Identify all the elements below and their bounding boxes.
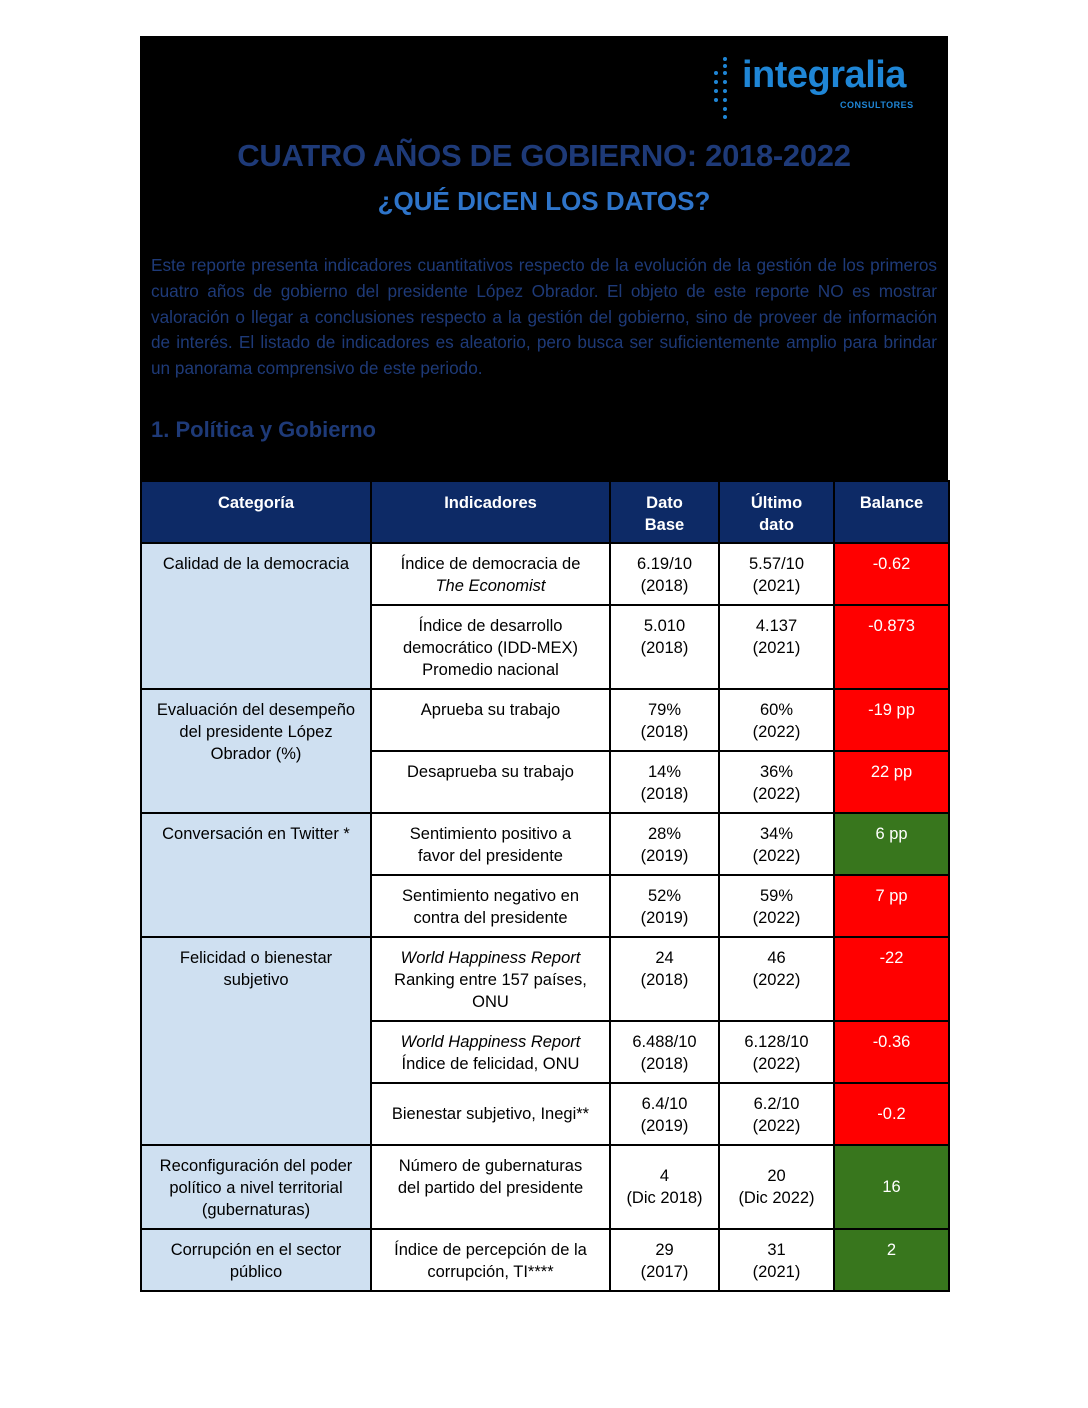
last-value-cell: 6.128/10 (2022) xyxy=(719,1021,834,1083)
last-value-cell: 6.2/10 (2022) xyxy=(719,1083,834,1145)
table-row xyxy=(141,1145,949,1229)
header-block xyxy=(140,36,948,480)
indicator-cell: Índice de percepción de la corrupción, TI**** xyxy=(371,1229,610,1291)
base-value-cell: 24 (2018) xyxy=(610,937,719,1021)
balance-cell: -0.62 xyxy=(834,543,949,605)
intro-paragraph: Este reporte presenta indicadores cuantitativos respecto de la evolución de la gestión de los primeros cuatro años de gobierno del presidente López Obrador. El objeto de este reporte NO es mostrar valoración o llegar a conclusiones respecto a la gestión del gobierno, sino de proveer de información de interés. El listado de indicadores es aleatorio, pero busca ser suficientemente amplio para brindar un panorama comprensivo de este periodo. xyxy=(151,255,937,379)
indicator-cell: Sentimiento positivo a favor del presidente xyxy=(371,813,610,875)
logo-dots-icon xyxy=(712,56,738,120)
category-cell: Felicidad o bienestar subjetivo xyxy=(141,937,371,1145)
col-header-ultimo-dato: Último dato xyxy=(719,481,834,543)
table-row xyxy=(141,937,949,1021)
last-value-cell: 5.57/10 (2021) xyxy=(719,543,834,605)
report-page xyxy=(140,36,948,1292)
integralia-logo xyxy=(712,48,932,128)
indicator-cell: Desaprueba su trabajo xyxy=(371,751,610,813)
last-value-cell: 34% (2022) xyxy=(719,813,834,875)
indicator-cell: Índice de democracia de The Economist xyxy=(371,543,610,605)
col-header-categoria: Categoría xyxy=(141,481,371,543)
table-row xyxy=(141,543,949,605)
balance-cell: -19 pp xyxy=(834,689,949,751)
last-value-cell: 36% (2022) xyxy=(719,751,834,813)
base-value-cell: 28% (2019) xyxy=(610,813,719,875)
category-cell: Calidad de la democracia xyxy=(141,543,371,689)
col-header-indicadores: Indicadores xyxy=(371,481,610,543)
last-value-cell: 46 (2022) xyxy=(719,937,834,1021)
col-header-balance: Balance xyxy=(834,481,949,543)
logo-subtitle: CONSULTORES xyxy=(840,100,914,110)
category-cell: Conversación en Twitter * xyxy=(141,813,371,937)
balance-cell: 22 pp xyxy=(834,751,949,813)
balance-cell: -22 xyxy=(834,937,949,1021)
balance-cell: 16 xyxy=(834,1145,949,1229)
indicator-cell: Sentimiento negativo en contra del presidente xyxy=(371,875,610,937)
last-value-cell: 20 (Dic 2022) xyxy=(719,1145,834,1229)
base-value-cell: 6.488/10 (2018) xyxy=(610,1021,719,1083)
indicator-cell: World Happiness Report Índice de felicidad, ONU xyxy=(371,1021,610,1083)
last-value-cell: 60% (2022) xyxy=(719,689,834,751)
col-header-dato-base: Dato Base xyxy=(610,481,719,543)
indicator-cell: Índice de desarrollo democrático (IDD-MEX) Promedio nacional xyxy=(371,605,610,689)
base-value-cell: 6.19/10 (2018) xyxy=(610,543,719,605)
page-subtitle: ¿QUÉ DICEN LOS DATOS? xyxy=(377,186,711,216)
indicator-cell: Bienestar subjetivo, Inegi** xyxy=(371,1083,610,1145)
base-value-cell: 29 (2017) xyxy=(610,1229,719,1291)
section-heading: 1. Política y Gobierno xyxy=(151,417,376,442)
balance-cell: 2 xyxy=(834,1229,949,1291)
balance-cell: -0.873 xyxy=(834,605,949,689)
balance-cell: 6 pp xyxy=(834,813,949,875)
balance-cell: -0.36 xyxy=(834,1021,949,1083)
page-title: CUATRO AÑOS DE GOBIERNO: 2018-2022 xyxy=(237,138,851,173)
base-value-cell: 52% (2019) xyxy=(610,875,719,937)
last-value-cell: 31 (2021) xyxy=(719,1229,834,1291)
last-value-cell: 59% (2022) xyxy=(719,875,834,937)
table-row xyxy=(141,1229,949,1291)
indicators-table xyxy=(140,480,950,1292)
category-cell: Corrupción en el sector público xyxy=(141,1229,371,1291)
table-row xyxy=(141,813,949,875)
base-value-cell: 79% (2018) xyxy=(610,689,719,751)
logo-wordmark: integralia xyxy=(742,54,906,96)
base-value-cell: 4 (Dic 2018) xyxy=(610,1145,719,1229)
base-value-cell: 5.010 (2018) xyxy=(610,605,719,689)
indicator-cell: Número de gubernaturas del partido del presidente xyxy=(371,1145,610,1229)
balance-cell: -0.2 xyxy=(834,1083,949,1145)
base-value-cell: 14% (2018) xyxy=(610,751,719,813)
category-cell: Reconfiguración del poder político a nivel territorial (gubernaturas) xyxy=(141,1145,371,1229)
table-header-row xyxy=(141,481,949,543)
category-cell: Evaluación del desempeño del presidente López Obrador (%) xyxy=(141,689,371,813)
indicator-cell: Aprueba su trabajo xyxy=(371,689,610,751)
last-value-cell: 4.137 (2021) xyxy=(719,605,834,689)
base-value-cell: 6.4/10 (2019) xyxy=(610,1083,719,1145)
balance-cell: 7 pp xyxy=(834,875,949,937)
indicator-cell: World Happiness Report Ranking entre 157 países, ONU xyxy=(371,937,610,1021)
table-row xyxy=(141,689,949,751)
